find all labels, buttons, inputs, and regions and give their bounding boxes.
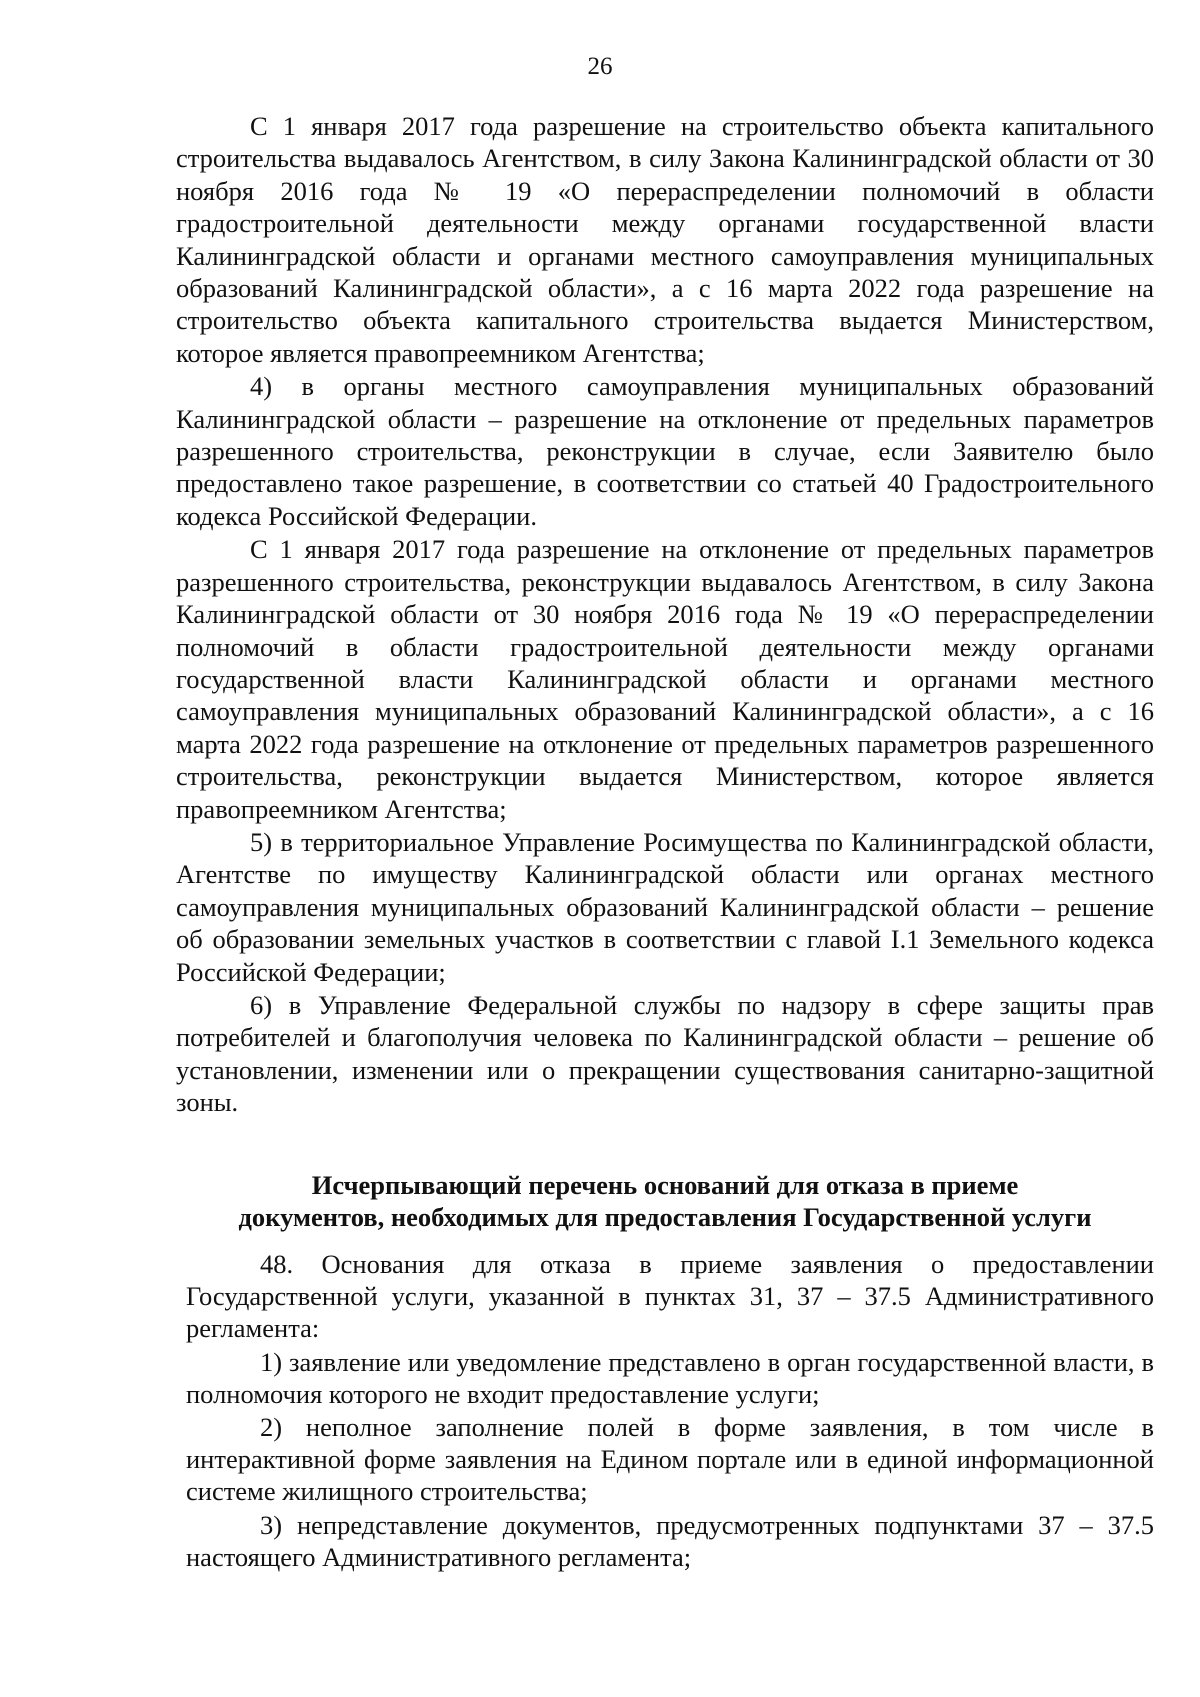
section-heading-line-2: документов, необходимых для предоставления Государственной услуги <box>238 1201 1092 1232</box>
paragraph-48: 48. Основания для отказа в приеме заявления о предоставлении Государственной услуги, указанной в пунктах 31, 37 – 37.5 Административного регламента: <box>186 1249 1154 1344</box>
paragraph-item-5: 5) в территориальное Управление Росимущества по Калининградской области, Агентстве по имуществу Калининградской области или органах местного самоуправления муниципальных образований Калининградской области – решение об образовании земельных участков в соответствии с главой I.1 Земельного кодекса Российской Федерации; <box>176 826 1154 987</box>
paragraph-item-4: 4) в органы местного самоуправления муниципальных образований Калининградской области – разрешение на отклонение от предельных параметров разрешенного строительства, реконструкции в случае, если Заявителю было предоставлено такое разрешение, в соответствии со статьей 40 Градостроительного кодекса Российской Федерации. <box>176 371 1154 531</box>
document-body-top <box>176 110 1154 1273</box>
paragraph-deviation-2017: С 1 января 2017 года разрешение на отклонение от предельных параметров разрешенного строительства, реконструкции выдавалось Агентством, в силу Закона Калининградской области от 30 ноября 2016 года № 19 «О перераспределении полномочий в области градостроительной деятельности между органами государственной власти Калининградской области и органами местного самоуправления муниципальных образований Калининградской области», а с 16 марта 2022 года разрешение на отклонение от предельных параметров разрешенного строительства, реконструкции выдается Министерством, которое является правопреемником Агентства; <box>176 534 1154 824</box>
page-number: 26 <box>587 53 613 80</box>
paragraph-item-6: 6) в Управление Федеральной службы по надзору в сфере защиты прав потребителей и благополучия человека по Калининградской области – решение об установлении, изменении или о прекращении существования санитарно-защитной зоны. <box>176 989 1154 1118</box>
paragraph-48-item-1: 1) заявление или уведомление представлено в орган государственной власти, в полномочия которого не входит предоставление услуги; <box>186 1346 1154 1409</box>
paragraph-48-item-3: 3) непредставление документов, предусмотренных подпунктами 37 – 37.5 настоящего Административного регламента; <box>186 1509 1154 1572</box>
paragraph-48-item-2: 2) неполное заполнение полей в форме заявления, в том числе в интерактивной форме заявления на Едином портале или в единой информационной системе жилищного строительства; <box>186 1412 1154 1507</box>
section-heading <box>176 1169 1154 1233</box>
paragraph-permit-2017: С 1 января 2017 года разрешение на строительство объекта капитального строительства выдавалось Агентством, в силу Закона Калининградской области от 30 ноября 2016 года № 19 «О перераспределении полномочий в области градостроительной деятельности между органами государственной власти Калининградской области и органами местного самоуправления муниципальных образований Калининградской области», а с 16 марта 2022 года разрешение на строительство объекта капитального строительства выдается Министерством, которое является правопреемником Агентства; <box>176 111 1154 368</box>
section-heading-line-1: Исчерпывающий перечень оснований для отказа в приеме <box>311 1169 1019 1200</box>
document-body-bottom <box>186 1248 1154 1573</box>
